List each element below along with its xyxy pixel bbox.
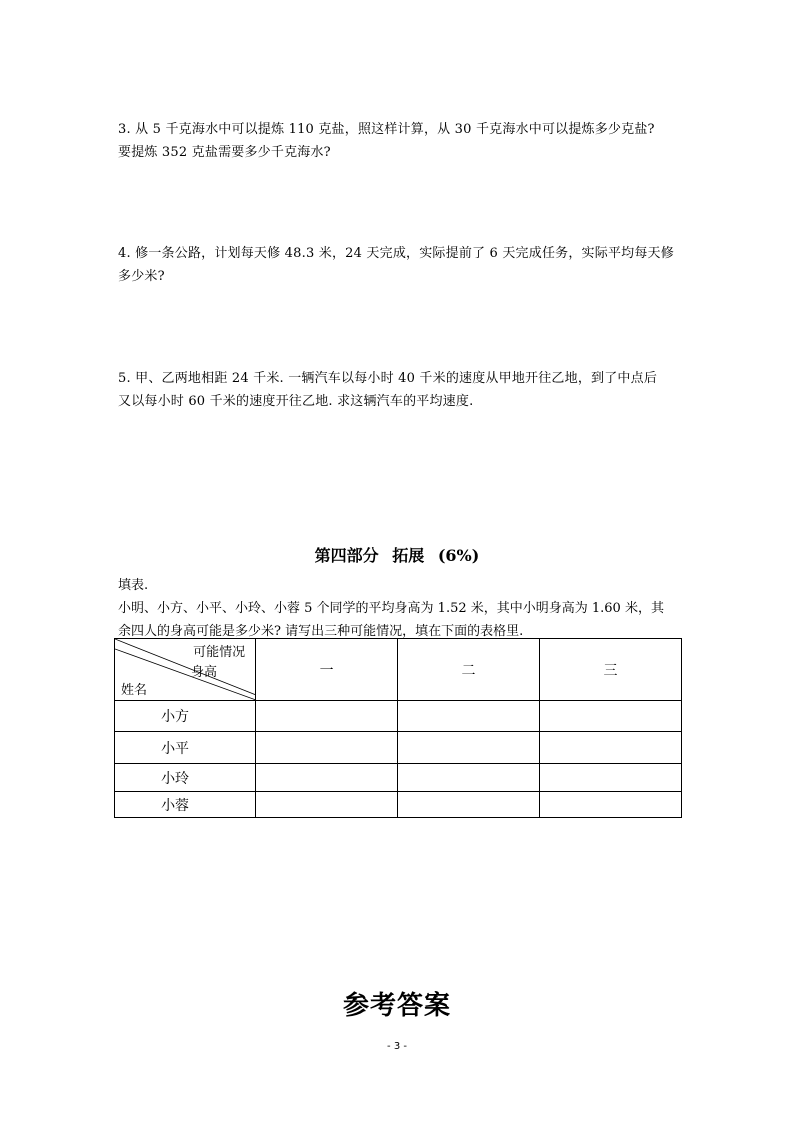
problem-4 (118, 242, 688, 288)
task-line-1: 小明、小方、小平、小玲、小蓉 5 个同学的平均身高为 1.52 米，其中小明身高为 1.60 米，其 (118, 601, 664, 616)
section-title-percent: (6%) (437, 546, 480, 565)
column-header-3: 三 (540, 639, 682, 701)
problem-4-line-2: 多少米? (118, 269, 165, 284)
answer-cell[interactable] (398, 764, 540, 792)
header-possibility-label: 可能情况 (193, 645, 246, 660)
section-title-main: 第四部分 (314, 546, 379, 565)
problem-4-line-1: 4. 修一条公路，计划每天修 48.3 米，24 天完成，实际提前了 6 天完成任务，实际平均每天修 (118, 246, 674, 261)
section-title-sub: 拓展 (392, 546, 425, 565)
header-name-label: 姓名 (121, 683, 148, 698)
column-header-1: 一 (256, 639, 398, 701)
problem-3-line-2: 要提炼 352 克盐需要多少千克海水? (118, 145, 331, 160)
problem-3 (118, 118, 688, 164)
table-header-row (115, 639, 682, 701)
answer-cell[interactable] (256, 701, 398, 732)
section-title (0, 543, 794, 566)
task-intro (118, 574, 688, 643)
table-row (115, 732, 682, 764)
row-name-cell: 小平 (115, 732, 256, 764)
answer-cell[interactable] (256, 764, 398, 792)
header-height-label: 身高 (191, 665, 218, 680)
height-table (114, 638, 682, 818)
row-name-cell: 小玲 (115, 764, 256, 792)
page-number: - 3 - (387, 1041, 407, 1052)
answer-key-title: 参考答案 (342, 991, 451, 1021)
table-row (115, 701, 682, 732)
task-label: 填表. (118, 578, 149, 593)
row-name-cell: 小蓉 (115, 792, 256, 818)
table-row (115, 792, 682, 818)
problem-5-line-1: 5. 甲、乙两地相距 24 千米. 一辆汽车以每小时 40 千米的速度从甲地开往乙地，到了中点后 (118, 371, 658, 386)
answer-cell[interactable] (398, 701, 540, 732)
answer-cell[interactable] (540, 792, 682, 818)
problem-5 (118, 367, 688, 413)
table-row (115, 764, 682, 792)
answer-cell[interactable] (398, 732, 540, 764)
answer-cell[interactable] (540, 764, 682, 792)
problem-5-line-2: 又以每小时 60 千米的速度开往乙地. 求这辆汽车的平均速度. (118, 394, 474, 409)
problem-3-line-1: 3. 从 5 千克海水中可以提炼 110 克盐，照这样计算，从 30 千克海水中可以提炼多少克盐? (118, 122, 655, 137)
column-header-2: 二 (398, 639, 540, 701)
answer-cell[interactable] (256, 792, 398, 818)
answer-cell[interactable] (540, 732, 682, 764)
answer-cell[interactable] (398, 792, 540, 818)
task-line-2: 余四人的身高可能是多少米? 请写出三种可能情况，填在下面的表格里. (118, 624, 524, 639)
row-name-cell: 小方 (115, 701, 256, 732)
answer-cell[interactable] (256, 732, 398, 764)
answer-cell[interactable] (540, 701, 682, 732)
diagonal-header-cell (115, 639, 256, 701)
